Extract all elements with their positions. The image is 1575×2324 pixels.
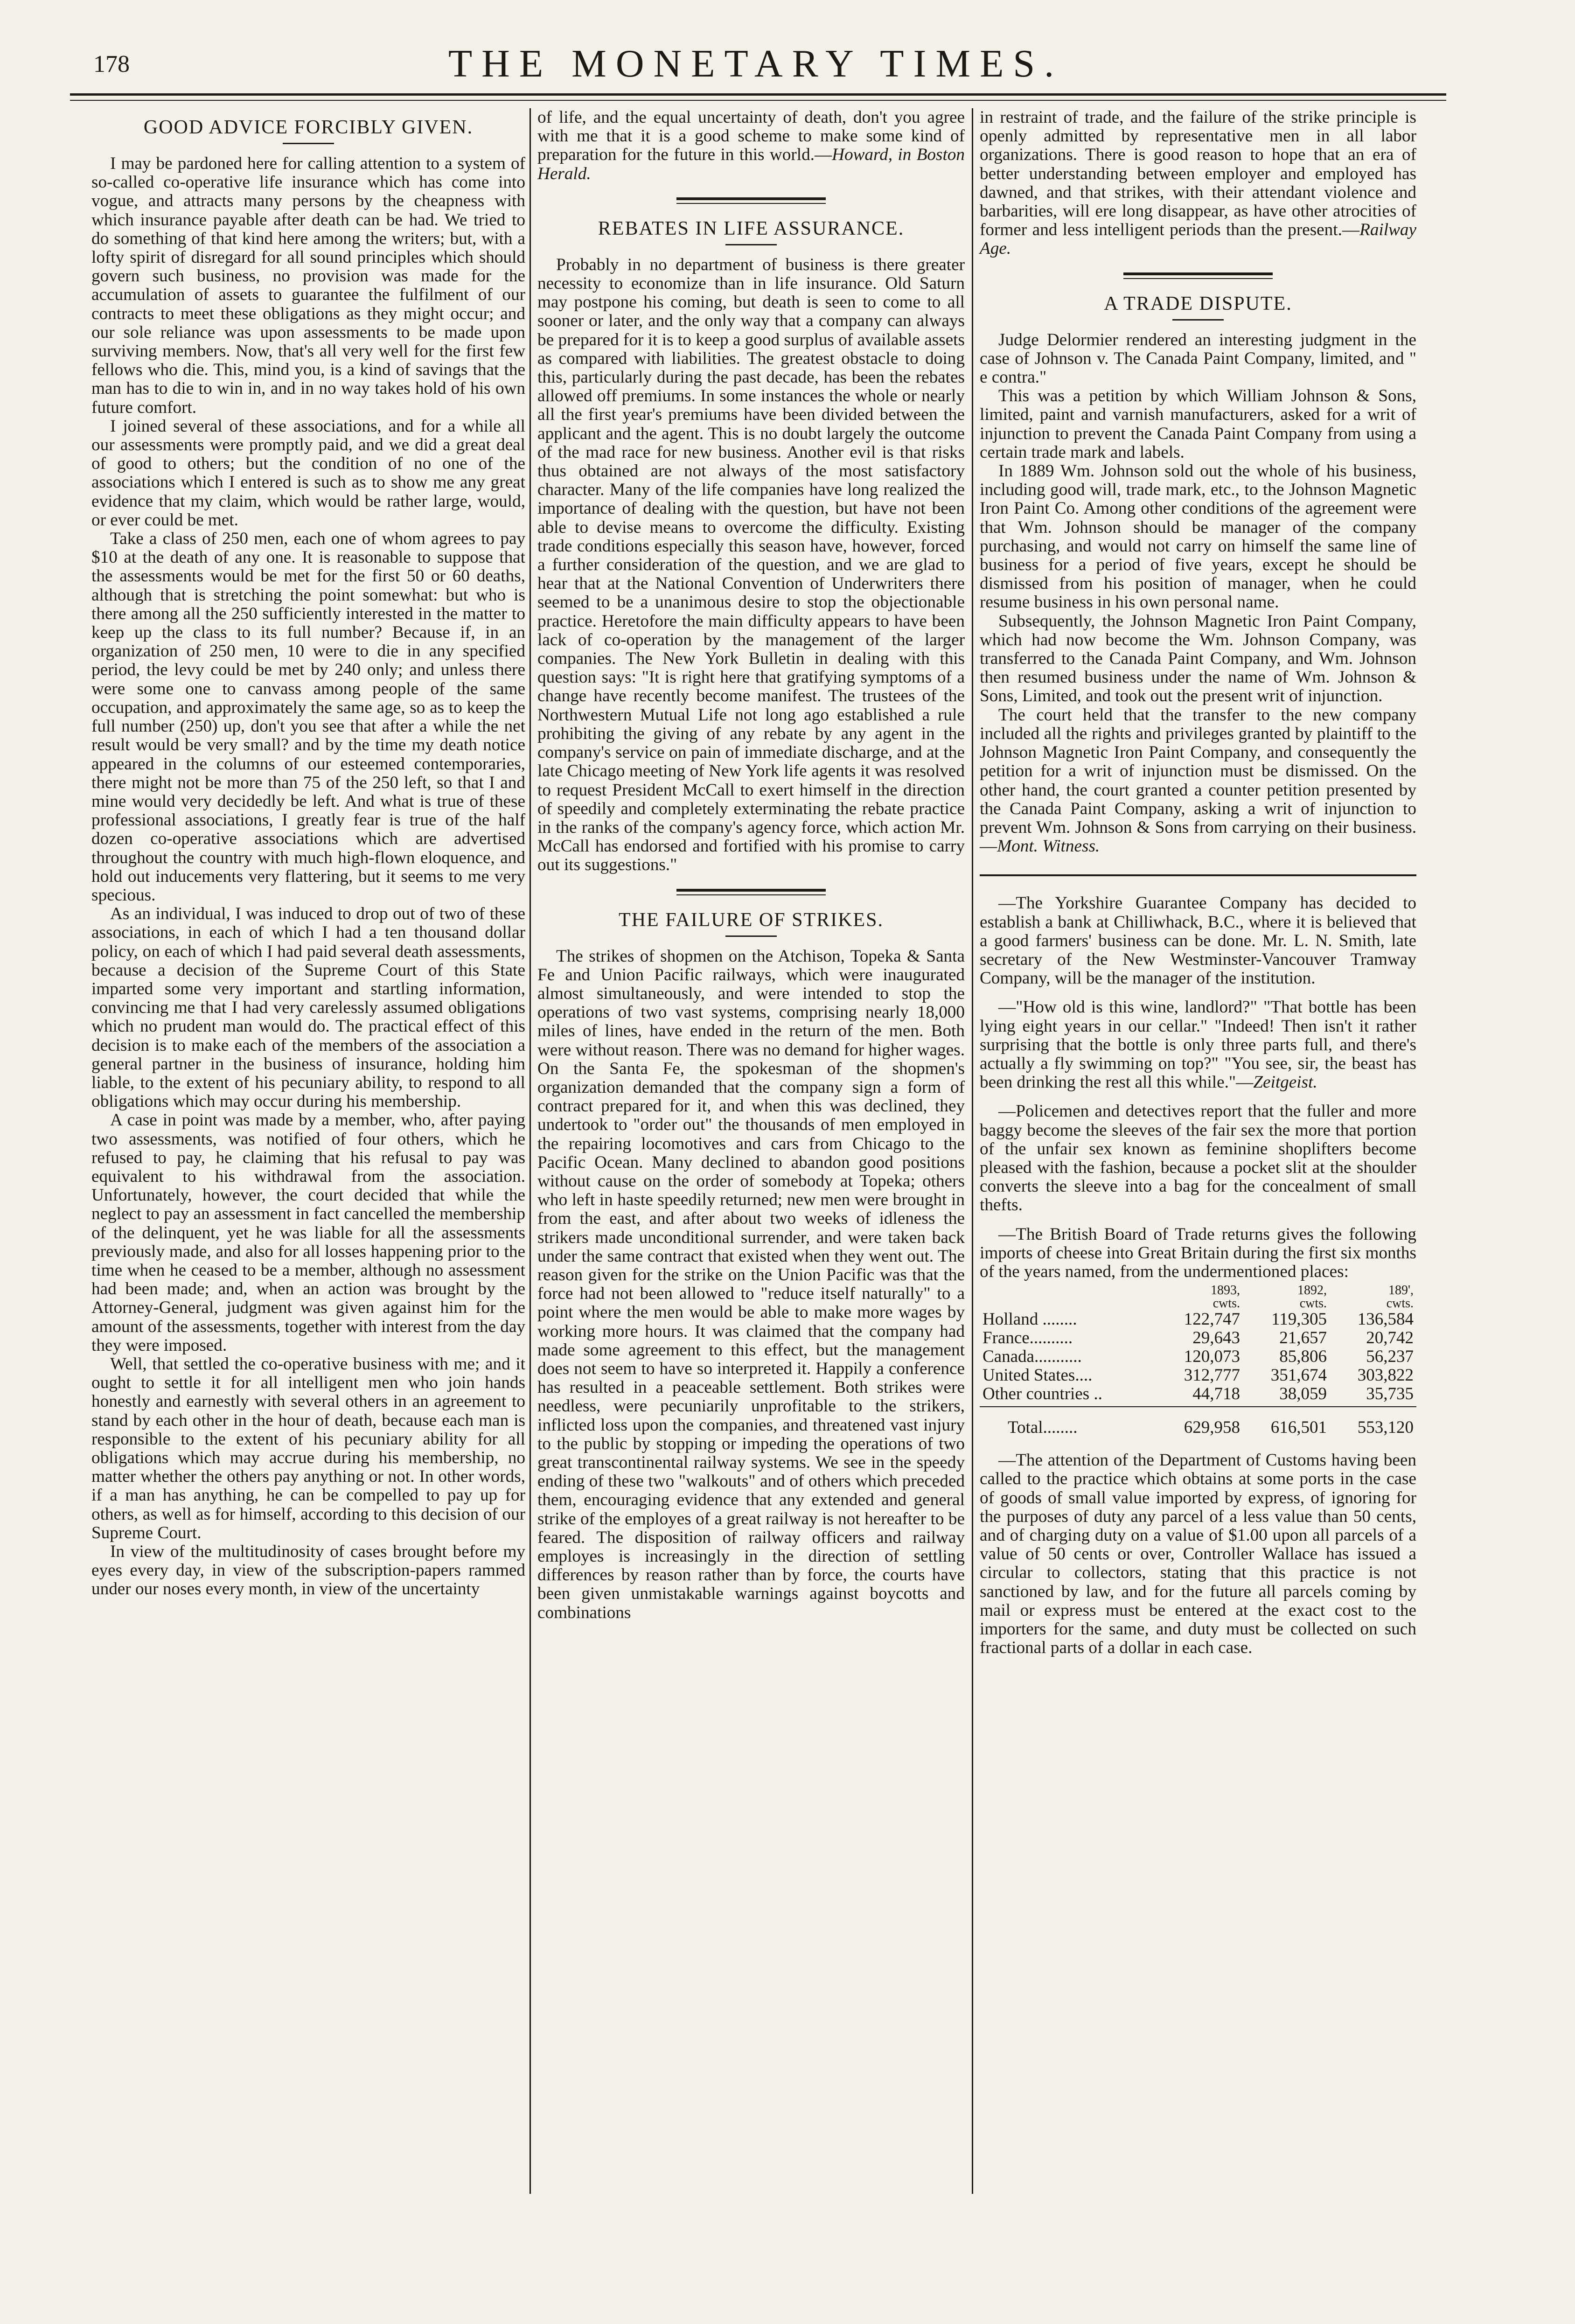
paragraph-text: —"How old is this wine, landlord?" "That bottle has been lying eight years in our cellar." "Indeed! Then isn't it rather surprising that the bottle is only three parts full, and there's actually a fly swimming on top?" "You see, sir, the beast has been drinking the rest all this while."—	[980, 998, 1416, 1092]
masthead-rule-thin	[70, 100, 1446, 101]
value-cell: 303,822	[1357, 1366, 1414, 1385]
section-separator	[1123, 272, 1273, 279]
masthead	[75, 41, 1437, 92]
country-cell: Holland ........	[983, 1310, 1077, 1329]
article-heading-strikes: THE FAILURE OF STRIKES.	[619, 909, 884, 931]
year-header: 1892,	[1297, 1283, 1327, 1298]
value-cell: 35,735	[1366, 1384, 1414, 1404]
newspaper-title: THE MONETARY TIMES.	[448, 42, 1064, 85]
unit-header: cwts.	[1386, 1296, 1414, 1311]
table-rule	[980, 1403, 1416, 1407]
cheese-imports-table	[980, 1284, 1416, 1437]
table-row	[980, 1329, 1416, 1347]
paragraph: I may be pardoned here for calling attention to a system of so-called co-operative life insurance which has come into vogue, and attracts many persons by the cheapness with which insurance payable after death can be had. We tried to do something of that kind here among the writers; but, with a lofty spirit of disregard for all sound principles which should govern such business, no provision was made for the accumulation of assets to guarantee the fulfilment of our contracts to meet these obligations as they might occur; and our sole reliance was upon assessments to be made upon surviving members. Now, that's all very well for the first few fellows who die. This, mind you, is a kind of savings that the man has to die to win in, and in no way takes hold of his own future comfort.	[91, 154, 525, 417]
unit-header: cwts.	[1299, 1296, 1327, 1311]
total-label: Total........	[1008, 1418, 1078, 1438]
value-cell: 351,674	[1270, 1366, 1327, 1385]
value-cell: 44,718	[1192, 1384, 1240, 1404]
news-note: —Policemen and detectives report that the fuller and more baggy become the sleeves of the fair sex the more that portion of the unfair sex known as feminine shoplifters become pleased with the fashion, because a pocket slit at the shoulder converts the sleeve into a bag for the concealment of small thefts.	[980, 1102, 1416, 1215]
heading-rule	[725, 244, 777, 245]
country-cell: Other countries ..	[983, 1384, 1102, 1404]
paragraph: The strikes of shopmen on the Atchison, Topeka & Santa Fe and Union Pacific railways, which were inaugurated almost simultaneously, and were intended to stop the operations of two vast systems, comprising nearly 18,000 miles of lines, have ended in the return of the men. Both were without reason. There was no demand for higher wages. On the Santa Fe, the spokesman of the shopmen's organization demanded that the company sign a form of contract prepared for it, and when this was declined, they undertook to "order out" the thousands of men employed in the repairing locomotives and cars from Chicago to the Pacific Ocean. Many declined to abandon good positions without cause on the order of somebody at Topeka; others who left in haste speedily returned; new men were brought in from the east, and after about two weeks of idleness the strikers made unconditional surrender, and were taken back under the same contract that existed when they went out. The reason given for the strike on the Union Pacific was that the force had not been allowed to "reduce itself naturally" to a point where the men would be able to make more wages by working more hours. It was claimed that the company had made some agreement to this effect, but the management does not seem to have so interpreted it. Happily a conference has resulted in a peaceable settlement. Both strikes were needless, were pecuniarily unprofitable to the strikers, inflicted loss upon the companies, and threatened vast injury to the public by stopping or impeding the operations of two great transcontinental railway systems. We see in the speedy ending of these two "walkouts" and of others which preceded them, encouraging evidence that any extended and general strike of the employes of a great railway is not hereafter to be feared. The disposition of railway officers and railway employes is increasingly in the direction of settling differences by reason rather than by force, the courts have been given unmistakable warnings against boycotts and combinations	[537, 946, 965, 1622]
heading-rule	[725, 935, 777, 937]
value-cell: 38,059	[1279, 1384, 1327, 1404]
section-separator	[980, 874, 1416, 876]
table-row	[980, 1385, 1416, 1403]
column-1	[91, 108, 525, 1599]
article-heading-rebates: REBATES IN LIFE ASSURANCE.	[598, 217, 905, 239]
news-note: —The attention of the Department of Customs having been called to the practice which obtains at some ports in the case of goods of small value imported by express, of ignoring for the purposes of duty any parcel of a less value than 50 cents, and of charging duty on a value of $1.00 upon all parcels of a value of 50 cents or over, Controller Wallace has issued a circular to collectors, stating that this practice is not sanctioned by law, and for the future all parcels coming by mail or express must be entered at the exact cost to the importers for the same, and duty must be collected on such fractional parts of a dollar in each case.	[980, 1451, 1416, 1658]
table-header-units	[980, 1297, 1416, 1310]
value-cell: 122,747	[1184, 1310, 1240, 1329]
paragraph-continuation	[980, 108, 1416, 258]
heading-rule	[283, 143, 334, 144]
news-note: —The British Board of Trade returns gives the following imports of cheese into Great Britain during the first six months of the years named, from the undermentioned places:	[980, 1224, 1416, 1281]
table-row	[980, 1310, 1416, 1329]
heading-rule	[1172, 319, 1224, 321]
unit-header: cwts.	[1213, 1296, 1240, 1311]
paragraph: This was a petition by which William Johnson & Sons, limited, paint and varnish manufacturers, asked for a writ of injunction to prevent the Canada Paint Company from using a certain trade mark and labels.	[980, 386, 1416, 462]
source-citation: Howard, in Boston Herald.	[537, 145, 965, 183]
value-cell: 21,657	[1279, 1328, 1327, 1348]
country-cell: Canada...........	[983, 1347, 1082, 1367]
value-cell: 20,742	[1366, 1328, 1414, 1348]
article-heading-trade-dispute: A TRADE DISPUTE.	[1104, 293, 1292, 314]
value-cell: 85,806	[1279, 1347, 1327, 1367]
country-cell: United States....	[983, 1366, 1093, 1385]
paragraph-text: The court held that the transfer to the new company included all the rights and privileges granted by plaintiff to the Johnson Magnetic Iron Paint Company, and consequently the petition for a writ of injunction must be dismissed. On the other hand, the court granted a counter petition presented by the Canada Paint Company, asking a writ of injunction to prevent Wm. Johnson & Sons from carrying on their business.—	[980, 705, 1416, 856]
year-header: 189',	[1388, 1283, 1414, 1298]
paragraph: Well, that settled the co-operative business with me; and it ought to settle it for all intelligent men who join hands honestly and earnestly with several others in an agreement to stand by each other in the hour of death, because each man is responsible to the extent of his pecuniary ability for all obligations which may accrue during his membership, no matter whether the others pay anything or not. In other words, if a man has anything, he can be compelled to pay up for others, as well as for himself, according to this decision of our Supreme Court.	[91, 1354, 525, 1542]
source-citation: Zeitgeist.	[1253, 1073, 1317, 1092]
column-3	[972, 108, 1416, 2194]
paragraph: As an individual, I was induced to drop out of two of these associations, in each of which I had a ten thousand dollar policy, on each of which I had paid several death assessments, because a decision of the Supreme Court of this State imparted some very important and startling information, convincing me that I had very carelessly assumed obligations which no prudent man would do. The practical effect of this decision is to make each of the members of the association a general partner in the business of insurance, holding him liable, to the extent of his pecuniary ability, to respond to all obligations which may occur during his membership.	[91, 904, 525, 1111]
source-citation: Mont. Witness.	[997, 837, 1100, 856]
table-row	[980, 1347, 1416, 1366]
value-cell: 29,643	[1192, 1328, 1240, 1348]
article-heading-good-advice: GOOD ADVICE FORCIBLY GIVEN.	[143, 117, 474, 138]
column-2	[530, 108, 965, 2194]
paragraph: A case in point was made by a member, who, after paying two assessments, was notified of four others, which he refused to pay, he claiming that his refusal to pay was equivalent to his withdrawal from the association. Unfortunately, however, the court decided that while the neglect to pay an assessment in fact cancelled the membership of the delinquent, yet he was liable for all the assessments previously made, and also for all losses happening prior to the time when he ceased to be a member, although no assessment had been made; and, when an action was brought by the Attorney-General, judgment was given against him for the amount of the assessments, together with interest from the day they were imposed.	[91, 1110, 525, 1355]
continuation-text: of life, and the equal uncertainty of death, don't you agree with me that it is a good scheme to make some kind of preparation for the future in this world.—	[537, 108, 965, 165]
paragraph: In view of the multitudinosity of cases brought before my eyes every day, in view of the subscription-papers rammed under our noses every month, in view of the uncertainty	[91, 1542, 525, 1599]
section-separator	[676, 889, 826, 895]
section-separator	[676, 197, 826, 204]
paragraph: Probably in no department of business is there greater necessity to economize than in life insurance. Old Saturn may postpone his coming, but death is seen to come to all sooner or later, and the only way that a company can always be prepared for it is to keep a good surplus of available assets as compared with liabilities. The greatest obstacle to doing this, particularly during the past decade, has been the rebates allowed off premiums. In some instances the whole or nearly all the first year's premiums have been divided between the applicant and the agent. This is no doubt largely the outcome of the mad race for new business. Another evil is that risks thus obtained are not always of the most satisfactory character. Many of the life companies have long realized the importance of dealing with the question, but have not been able to devise means to overcome the difficulty. Existing trade conditions especially this season have, however, forced a further consideration of the question, and we are glad to hear that at the National Convention of Underwriters there seemed to be a unanimous desire to stop the objectionable practice. Heretofore the main difficulty appears to have been lack of co-operation by the management of the larger companies. The New York Bulletin in dealing with this question says: "It is right here that gratifying symptoms of a change have recently become manifest. The trustees of the Northwestern Mutual Life not long ago established a rule prohibiting the giving of any rebate by any agent in the company's service on pain of immediate discharge, and at the late Chicago meeting of New York life agents it was resolved to request President McCall to exert himself in the direction of speedily and completely exterminating the rebate practice in the ranks of the company's agency force, which action Mr. McCall has endorsed and fortified with his promise to carry out its suggestions."	[537, 255, 965, 875]
page-number: 178	[93, 51, 130, 77]
source-citation: Railway Age.	[980, 220, 1416, 258]
paragraph: I joined several of these associations, and for a while all our assessments were promptly paid, and we did a great deal of good to others; but the condition of no one of the associations which I entered is such as to show me any great evidence that my claim, which would be rather large, would, or ever could be met.	[91, 416, 525, 530]
country-cell: France..........	[983, 1328, 1073, 1348]
table-header-years	[980, 1284, 1416, 1297]
news-note: —The Yorkshire Guarantee Company has decided to establish a bank at Chilliwhack, B.C., where it is believed that a good farmers' business can be done. Mr. L. N. Smith, late secretary of the New Westminster-Vancouver Tramway Company, will be the manager of the institution.	[980, 893, 1416, 988]
total-cell: 629,958	[1184, 1418, 1240, 1438]
total-cell: 553,120	[1357, 1418, 1414, 1438]
news-note	[980, 998, 1416, 1092]
paragraph-continuation	[537, 108, 965, 183]
table-row	[980, 1366, 1416, 1385]
table-total-row	[980, 1407, 1416, 1437]
value-cell: 120,073	[1184, 1347, 1240, 1367]
paragraph: Judge Delormier rendered an interesting judgment in the case of Johnson v. The Canada Paint Company, limited, and " e contra."	[980, 330, 1416, 387]
paragraph: Take a class of 250 men, each one of whom agrees to pay $10 at the death of any one. It is reasonable to suppose that the assessments would be met for the first 50 or 60 deaths, although that is stretching the point somewhat: but who is there among all the 250 sufficiently interested in the matter to keep up the class to its full number? Because if, in an organization of 250 men, 10 were to die in any specified period, the levy could be met by 240 only; and unless there were some one to canvass among people of the same occupation, and approximately the same age, so as to keep the full number (250) up, don't you see that after a while the net result would be very small? and by the time my death notice appeared in the columns of our esteemed contemporaries, there might not be more than 75 of the 250 left, so that I and mine would very decidedly be left. And what is true of these professional associations, I greatly fear is true of the half dozen co-operative associations which are advertised throughout the country with much high-flown eloquence, and hold out inducements very flattering, but it seems to me very specious.	[91, 529, 525, 905]
continuation-text: in restraint of trade, and the failure of the strike principle is openly admitted by representative men in all labor organizations. There is good reason to hope that an era of better understanding between employer and employed has dawned, and that strikes, with their attendant violence and barbarities, will ere long disappear, as have other atrocities of former and less intelligent periods than the present.—	[980, 108, 1416, 240]
year-header: 1893,	[1211, 1283, 1240, 1298]
paragraph: Subsequently, the Johnson Magnetic Iron Paint Company, which had now become the Wm. Johnson Company, was transferred to the Canada Paint Company, and Wm. Johnson then resumed business under the name of Wm. Johnson & Sons, Limited, and took out the present writ of injunction.	[980, 611, 1416, 706]
value-cell: 312,777	[1184, 1366, 1240, 1385]
paragraph: In 1889 Wm. Johnson sold out the whole of his business, including good will, trade mark, etc., to the Johnson Magnetic Iron Paint Co. Among other conditions of the agreement were that Wm. Johnson should be manager of the company purchasing, and would not carry on himself the same line of business for a period of five years, except he should be dismissed from his position of manager, when he could resume business in his own personal name.	[980, 461, 1416, 612]
value-cell: 136,584	[1357, 1310, 1414, 1329]
masthead-rule	[70, 93, 1446, 96]
value-cell: 56,237	[1366, 1347, 1414, 1367]
value-cell: 119,305	[1271, 1310, 1327, 1329]
paragraph	[980, 706, 1416, 856]
total-cell: 616,501	[1270, 1418, 1327, 1438]
